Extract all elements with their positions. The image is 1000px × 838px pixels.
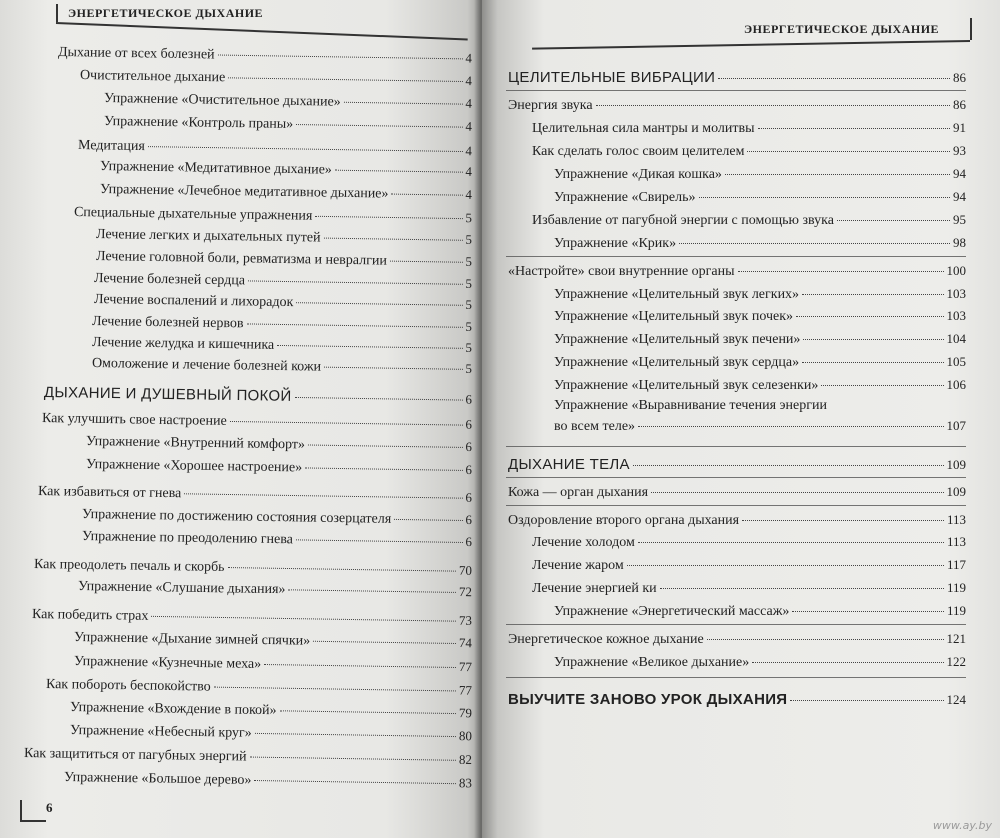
toc-section-heading: ДЫХАНИЕ ТЕЛА 109: [508, 456, 966, 473]
toc-entry: Упражнение «Энергетический массаж» 119: [554, 603, 966, 619]
toc-entry: Как сделать голос своим целителем 93: [532, 143, 966, 159]
toc-entry: Упражнение «Небесный круг» 80: [69, 723, 473, 744]
toc-entry: Упражнение «Свирель» 94: [554, 189, 966, 205]
toc-entry: Упражнение «Большое дерево» 83: [63, 770, 473, 791]
right-page: [482, 0, 1000, 838]
toc-entry: Упражнение «Целительный звук селезенки» 106: [554, 377, 966, 393]
header-rule-vertical: [970, 18, 972, 40]
toc-entry: Упражнение по преодолению гнева 6: [81, 529, 473, 550]
toc-entry: Упражнение «Целительный звук печени» 104: [554, 331, 966, 347]
running-header: ЭНЕРГЕТИЧЕСКОЕ ДЫХАНИЕ: [744, 22, 940, 36]
toc-entry: Избавление от пагубной энергии с помощью звука 95: [532, 212, 966, 228]
toc-entry: Упражнение «Дыхание зимней спячки» 74: [73, 630, 473, 651]
toc-entry: Лечение болезней сердца 5: [93, 271, 473, 291]
toc-entry: Лечение холодом 113: [532, 534, 966, 550]
toc-section-heading: ВЫУЧИТЕ ЗАНОВО УРОК ДЫХАНИЯ 124: [508, 691, 966, 708]
toc-entry: Упражнение «Целительный звук сердца» 105: [554, 354, 966, 370]
toc-entry: Упражнение «Целительный звук почек» 103: [554, 308, 966, 324]
toc-entry: Лечение жаром 117: [532, 557, 966, 573]
toc-entry: Упражнение «Контроль праны» 4: [103, 114, 473, 134]
toc-entry: Кожа — орган дыхания 109: [508, 484, 966, 500]
toc-entry: Как преодолеть печаль и скорбь 70: [33, 557, 473, 578]
toc-entry: Упражнение «Кузнечные меха» 77: [73, 654, 473, 675]
toc-entry: Целительная сила мантры и молитвы 91: [532, 120, 966, 136]
left-page: [0, 0, 482, 838]
header-rule: [532, 40, 970, 49]
toc-entry: Упражнение по достижению состояния созерцателя 6: [81, 507, 473, 528]
toc-entry: Упражнение «Медитативное дыхание» 4: [99, 159, 473, 179]
toc-entry: Дыхание от всех болезней 4: [57, 45, 473, 66]
toc-entry: Как избавиться от гнева 6: [37, 484, 473, 505]
toc-entry: «Настройте» свои внутренние органы 100: [508, 263, 966, 279]
section-rule: [506, 90, 966, 91]
toc-entry: Медитация 4: [77, 138, 473, 159]
toc-entry: Лечение желудка и кишечника 5: [91, 335, 473, 355]
toc-entry: Упражнение «Вхождение в покой» 79: [69, 700, 473, 721]
toc-entry: Упражнение «Великое дыхание» 122: [554, 654, 966, 670]
toc-entry: Упражнение «Хорошее настроение» 6: [85, 457, 473, 478]
section-rule: [506, 446, 966, 447]
watermark: www.ay.by: [932, 819, 992, 832]
section-rule: [506, 477, 966, 478]
section-rule: [506, 677, 966, 678]
header-rule-vertical: [56, 4, 58, 22]
toc-entry: Как победить страх 73: [31, 607, 473, 628]
section-rule: [506, 624, 966, 625]
toc-entry: Упражнение «Крик» 98: [554, 235, 966, 251]
toc-entry: Упражнение «Выравнивание течения энергии: [554, 398, 827, 413]
toc-entry: Упражнение «Целительный звук легких» 103: [554, 286, 966, 302]
toc-entry: Энергия звука 86: [508, 97, 966, 113]
toc-entry: Как улучшить свое настроение 6: [41, 411, 473, 432]
toc-entry: Лечение головной боли, ревматизма и невралгии 5: [95, 249, 473, 269]
header-rule: [56, 22, 468, 40]
toc-entry: Упражнение «Очистительное дыхание» 4: [103, 91, 473, 111]
toc-entry: Специальные дыхательные упражнения 5: [73, 205, 473, 226]
toc-entry: Упражнение «Дикая кошка» 94: [554, 166, 966, 182]
running-header: ЭНЕРГЕТИЧЕСКОЕ ДЫХАНИЕ: [68, 6, 264, 20]
toc-entry: Упражнение «Слушание дыхания» 72: [77, 579, 473, 600]
toc-entry-continuation: во всем теле» 107: [554, 418, 966, 434]
toc-entry: Омоложение и лечение болезней кожи 5: [91, 356, 473, 376]
toc-entry: Лечение болезней нервов 5: [91, 314, 473, 334]
section-rule: [506, 505, 966, 506]
toc-entry: Лечение энергией ки 119: [532, 580, 966, 596]
section-rule: [506, 256, 966, 257]
toc-entry: Очистительное дыхание 4: [79, 68, 473, 89]
page-number-rule: [20, 820, 46, 822]
page-number: 6: [46, 800, 53, 815]
toc-section-heading: ДЫХАНИЕ И ДУШЕВНЫЙ ПОКОЙ 6: [43, 384, 473, 407]
toc-entry: Упражнение «Внутренний комфорт» 6: [85, 434, 473, 455]
toc-entry: Лечение легких и дыхательных путей 5: [95, 227, 473, 247]
page-number-rule: [20, 800, 22, 820]
toc-entry: Оздоровление второго органа дыхания 113: [508, 512, 966, 528]
toc-entry: Как защититься от пагубных энергий 82: [23, 746, 473, 768]
toc-entry: Как побороть беспокойство 77: [45, 677, 473, 698]
toc-entry: Лечение воспалений и лихорадок 5: [93, 292, 473, 312]
toc-entry: Энергетическое кожное дыхание 121: [508, 631, 966, 647]
toc-entry: Упражнение «Лечебное медитативное дыхание» 4: [99, 182, 473, 202]
toc-section-heading: ЦЕЛИТЕЛЬНЫЕ ВИБРАЦИИ 86: [508, 69, 966, 86]
